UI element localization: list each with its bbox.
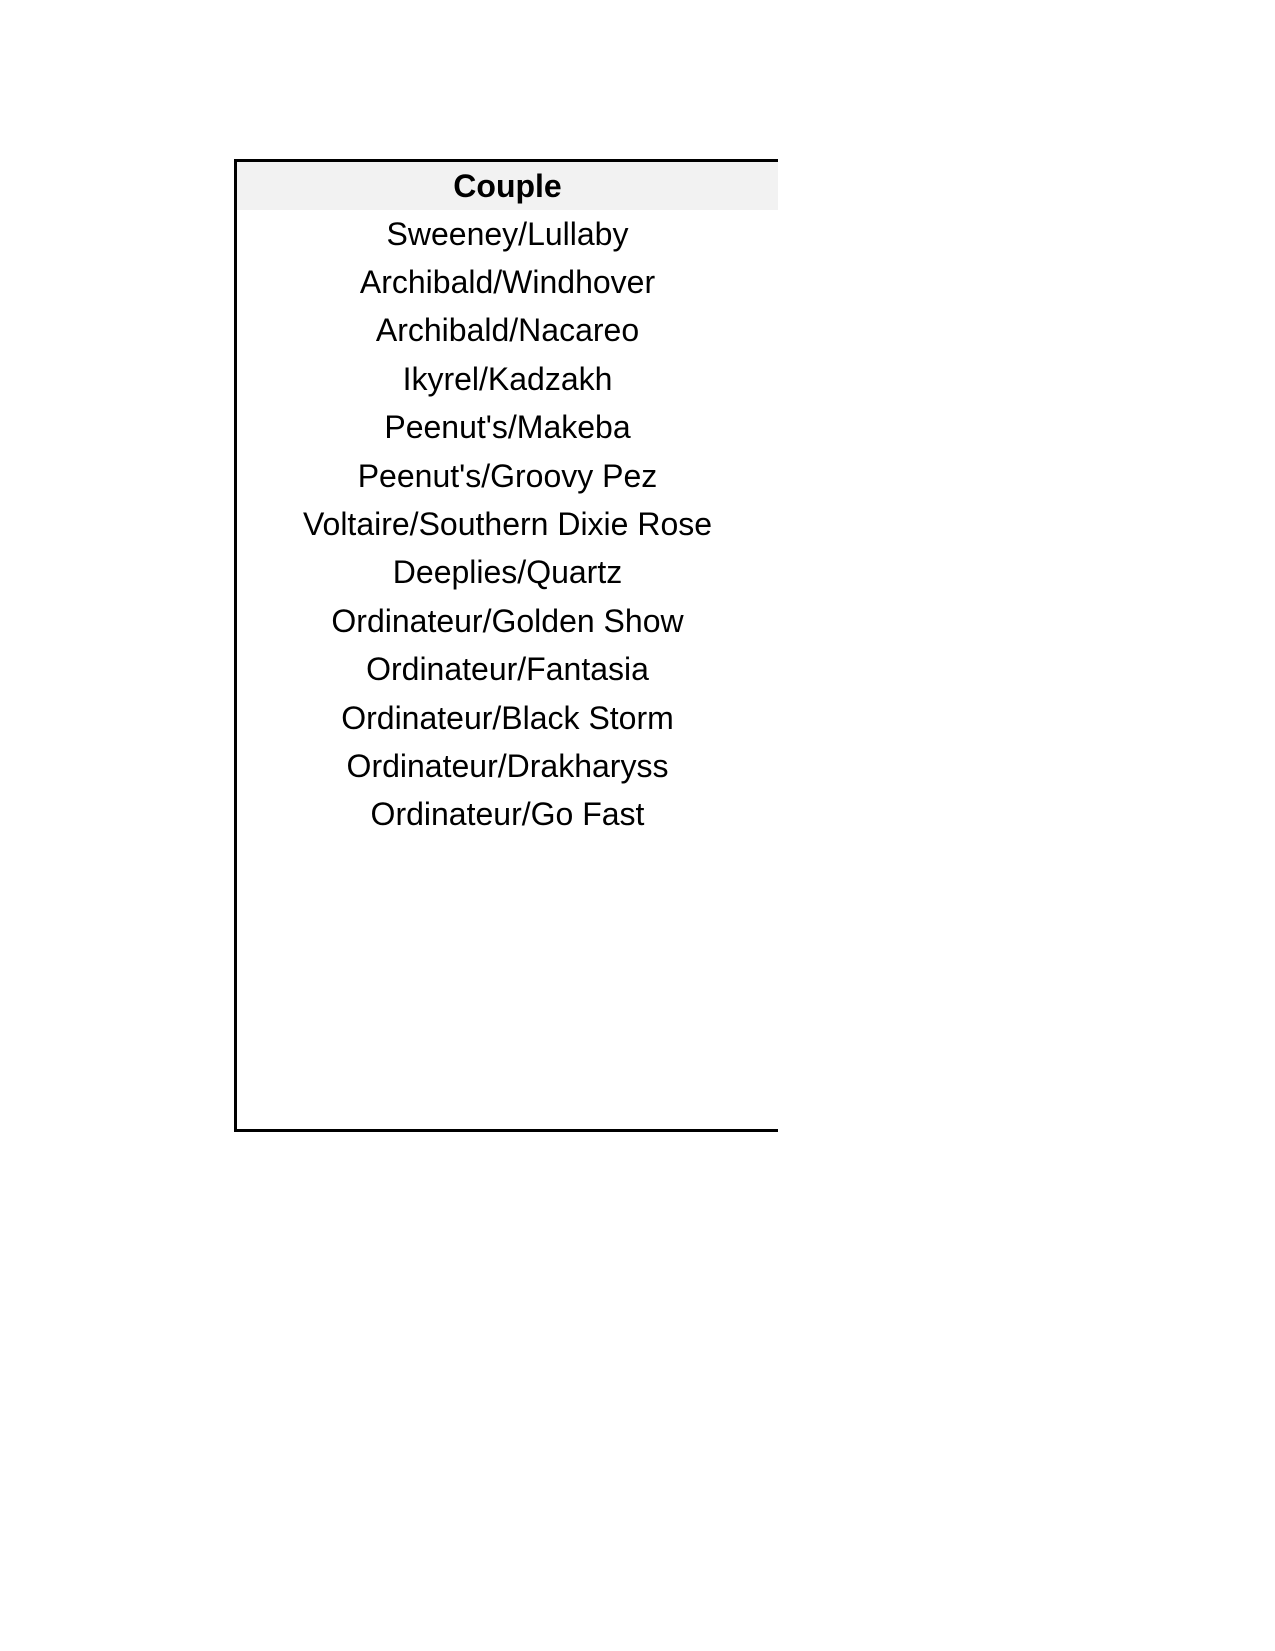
table-row: Archibald/Windhover	[359, 264, 656, 301]
table-row: Sweeney/Lullaby	[386, 215, 629, 252]
table-row: Ordinateur/Golden Show	[331, 602, 684, 639]
table-row: Voltaire/Southern Dixie Rose	[302, 506, 713, 543]
table-row: Ikyrel/Kadzakh	[402, 360, 613, 397]
table-row: Archibald/Nacareo	[375, 312, 640, 349]
table-row: Ordinateur/Drakharyss	[346, 747, 669, 784]
table-row: Peenut's/Makeba	[384, 409, 631, 446]
column-header-couple: Couple	[237, 162, 778, 210]
table-row: Ordinateur/Go Fast	[370, 796, 645, 833]
table-row: Ordinateur/Fantasia	[366, 651, 649, 688]
couple-list	[237, 210, 778, 839]
table-row: Deeplies/Quartz	[392, 554, 623, 591]
couple-table	[234, 159, 778, 1132]
table-row: Peenut's/Groovy Pez	[357, 457, 658, 494]
table-row: Ordinateur/Black Storm	[341, 699, 674, 736]
